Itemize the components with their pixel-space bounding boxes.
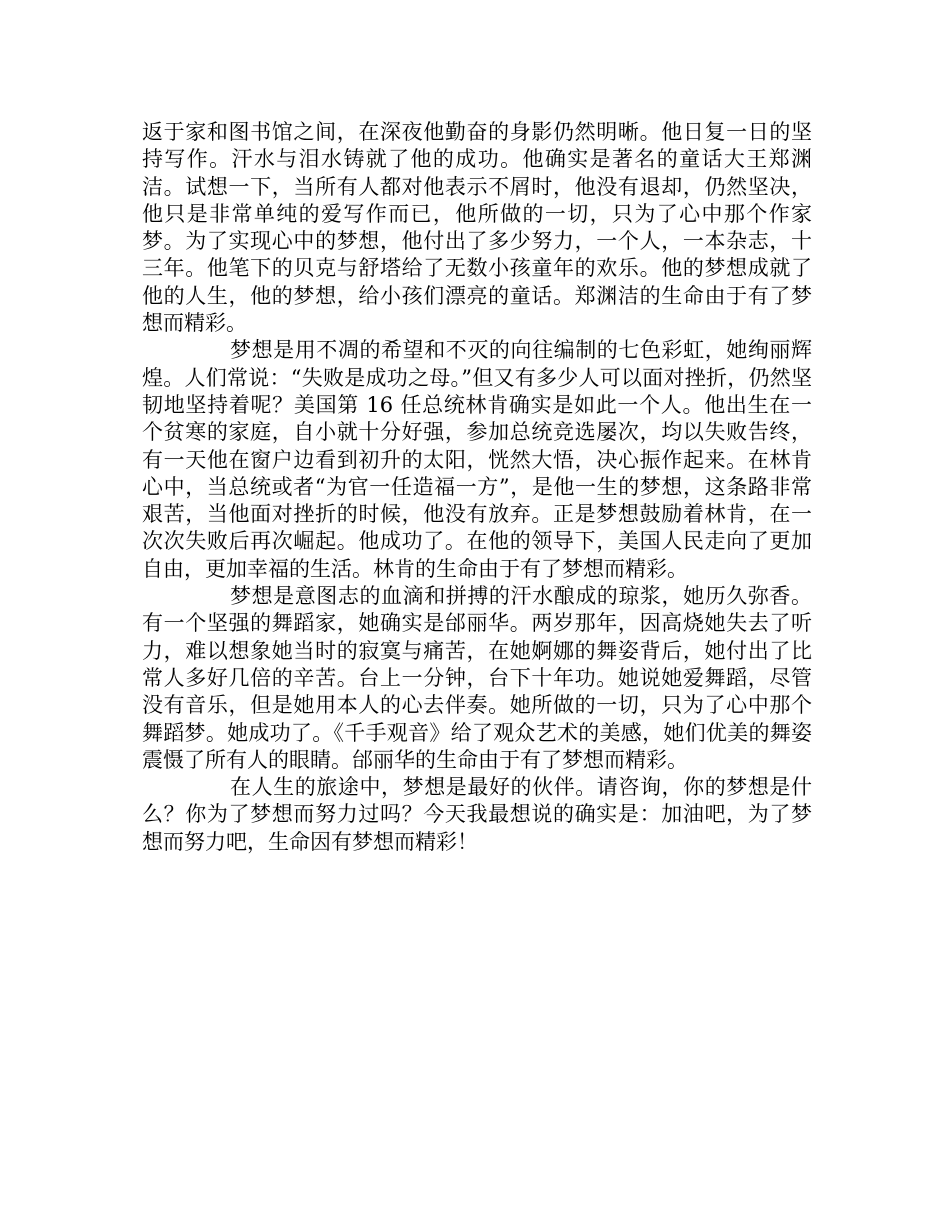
paragraph-conclusion: 在人生的旅途中，梦想是最好的伙伴。请咨询，你的梦想是什么？你为了梦想而努力过吗？今天我最想说的确实是：加油吧，为了梦想而努力吧，生命因有梦想而精彩！ bbox=[142, 775, 812, 854]
paragraph-tai-lihua: 梦想是意图志的血滴和拼搏的汗水酿成的琼浆，她历久弥香。有一个坚强的舞蹈家，她确实是邰丽华。两岁那年，因高烧她失去了听力，难以想象她当时的寂寞与痛苦，在她婀娜的舞姿背后，她付出了比常人多好几倍的辛苦。台上一分钟，台下十年功。她说她爱舞蹈，尽管没有音乐，但是她用本人的心去伴奏。她所做的一切，只为了心中那个舞蹈梦。她成功了。《千手观音》给了观众艺术的美感，她们优美的舞姿震慑了所有人的眼睛。邰丽华的生命由于有了梦想而精彩。 bbox=[142, 584, 812, 772]
paragraph-zheng-yuanjie: 返于家和图书馆之间，在深夜他勤奋的身影仍然明晰。他日复一日的坚持写作。汗水与泪水铸就了他的成功。他确实是著名的童话大王郑渊洁。试想一下，当所有人都对他表示不屑时，他没有退却，仍然坚决，他只是非常单纯的爱写作而已，他所做的一切，只为了心中那个作家梦。为了实现心中的梦想，他付出了多少努力，一个人，一本杂志，十三年。他笔下的贝克与舒塔给了无数小孩童年的欢乐。他的梦想成就了他的人生，他的梦想，给小孩们漂亮的童话。郑渊洁的生命由于有了梦想而精彩。 bbox=[142, 120, 812, 336]
paragraph-lincoln: 梦想是用不凋的希望和不灭的向往编制的七色彩虹，她绚丽辉煌。人们常说：“失败是成功之母。”但又有多少人可以面对挫折，仍然坚韧地坚持着呢？美国第 16 任总统林肯确实是如此一个人。他出生在一个贫寒的家庭，自小就十分好强，参加总统竞选屡次，均以失败告终，有一天他在窗户边看到初升的太阳，恍然大悟，决心振作起来。在林肯心中，当总统或者“为官一任造福一方”，是他一生的梦想，这条路非常艰苦，当他面对挫折的时候，他没有放弃。正是梦想鼓励着林肯，在一次次失败后再次崛起。他成功了。在他的领导下，美国人民走向了更加自由，更加幸福的生活。林肯的生命由于有了梦想而精彩。 bbox=[142, 338, 812, 581]
essay-body bbox=[142, 119, 812, 856]
